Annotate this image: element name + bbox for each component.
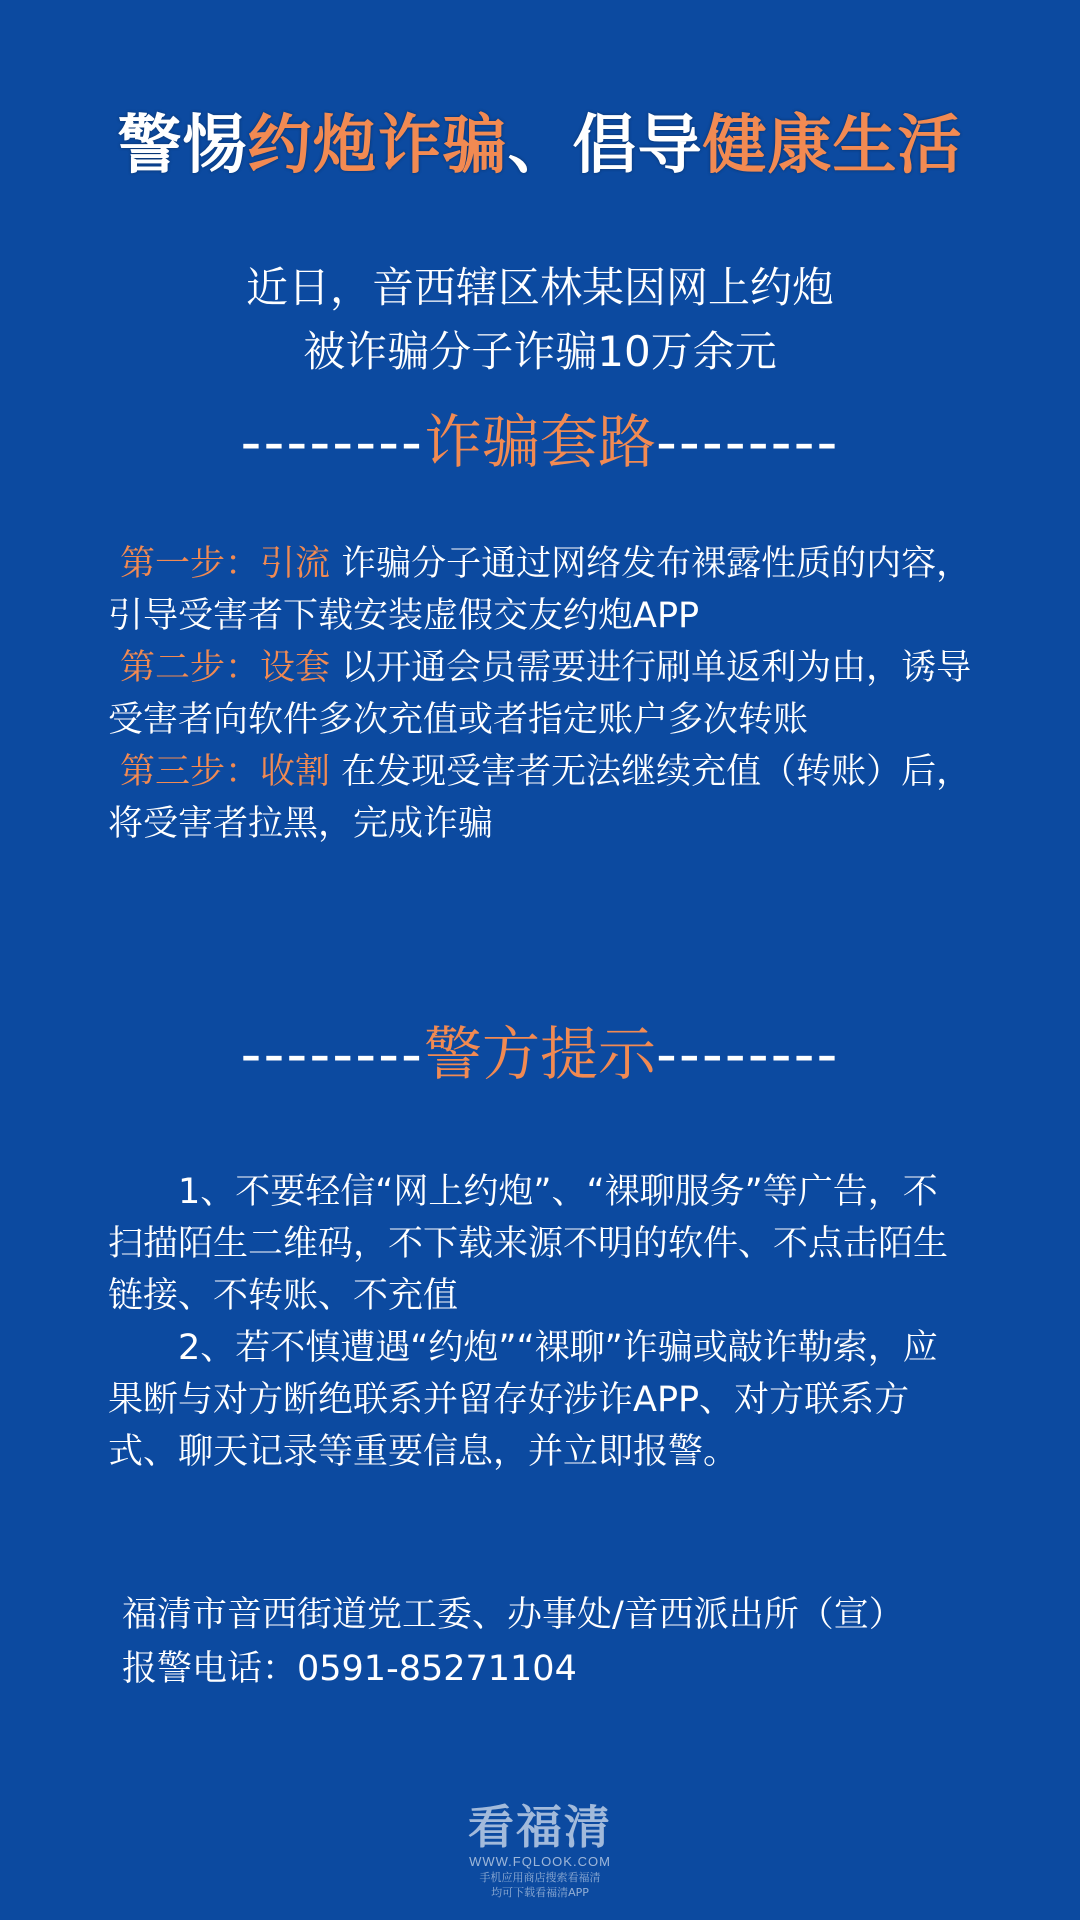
intro-line-2: 被诈骗分子诈骗10万余元: [303, 327, 777, 376]
step-text: 诈骗分子通过网络发布裸露性质的内容，引导受害者下载安装虚假交友约炮APP: [108, 544, 972, 636]
title-part-scam: 约炮诈骗: [247, 109, 508, 183]
step-item: [108, 642, 972, 746]
tip-item: 2、若不慎遭遇“约炮”“裸聊”诈骗或敲诈勒索，应果断与对方断绝联系并留存好涉诈APP、对方联系方式、聊天记录等重要信息，并立即报警。: [108, 1328, 938, 1472]
section-title-scam-tactics: 诈骗套路: [423, 408, 656, 476]
title-part-advocate: 、倡导: [507, 109, 703, 183]
step-text: 在发现受害者无法继续充值（转账）后，将受害者拉黑，完成诈骗: [108, 752, 972, 844]
section-title-police-tips: 警方提示: [423, 1020, 656, 1088]
page-title: [0, 104, 1080, 188]
step-text: 以开通会员需要进行刷单返利为由，诱导受害者向软件多次充值或者指定账户多次转账: [108, 648, 972, 740]
title-part-healthy: 健康生活: [702, 109, 963, 183]
watermark-line-1: 手机应用商店搜索看福清: [479, 1871, 601, 1884]
title-part-warn: 警惕: [117, 109, 248, 183]
divider-dashes-left: --------: [240, 408, 424, 476]
divider-dashes-right: --------: [656, 408, 840, 476]
watermark: [0, 1800, 1080, 1900]
intro-line-1: 近日，音西辖区林某因网上约炮: [245, 263, 834, 312]
step-item: [108, 746, 972, 850]
step-label: 第二步：设套: [120, 648, 331, 688]
step-item: [108, 538, 972, 642]
section-heading-police-tips: [0, 1014, 1080, 1094]
tip-item: 1、不要轻信“网上约炮”、“裸聊服务”等广告，不扫描陌生二维码，不下载来源不明的软件、不点击陌生链接、不转账、不充值: [108, 1172, 949, 1316]
watermark-line-2: 均可下载看福清APP: [491, 1886, 589, 1899]
police-hotline: 报警电话：0591-85271104: [122, 1649, 577, 1689]
step-label: 第一步：引流: [120, 544, 331, 584]
watermark-logo: 看福清: [468, 1800, 612, 1854]
step-label: 第三步：收割: [120, 752, 331, 792]
scam-steps-list: [108, 538, 972, 850]
police-tips-list: [108, 1166, 972, 1478]
divider-dashes-left: --------: [240, 1020, 424, 1088]
divider-dashes-right: --------: [656, 1020, 840, 1088]
issuer-text: 福清市音西街道党工委、办事处/音西派出所（宣）: [122, 1595, 904, 1635]
watermark-url: WWW.FQLOOK.COM: [469, 1854, 611, 1869]
issuer-footer: [122, 1588, 982, 1696]
section-heading-scam-tactics: [0, 402, 1080, 482]
intro-text: [0, 256, 1080, 384]
